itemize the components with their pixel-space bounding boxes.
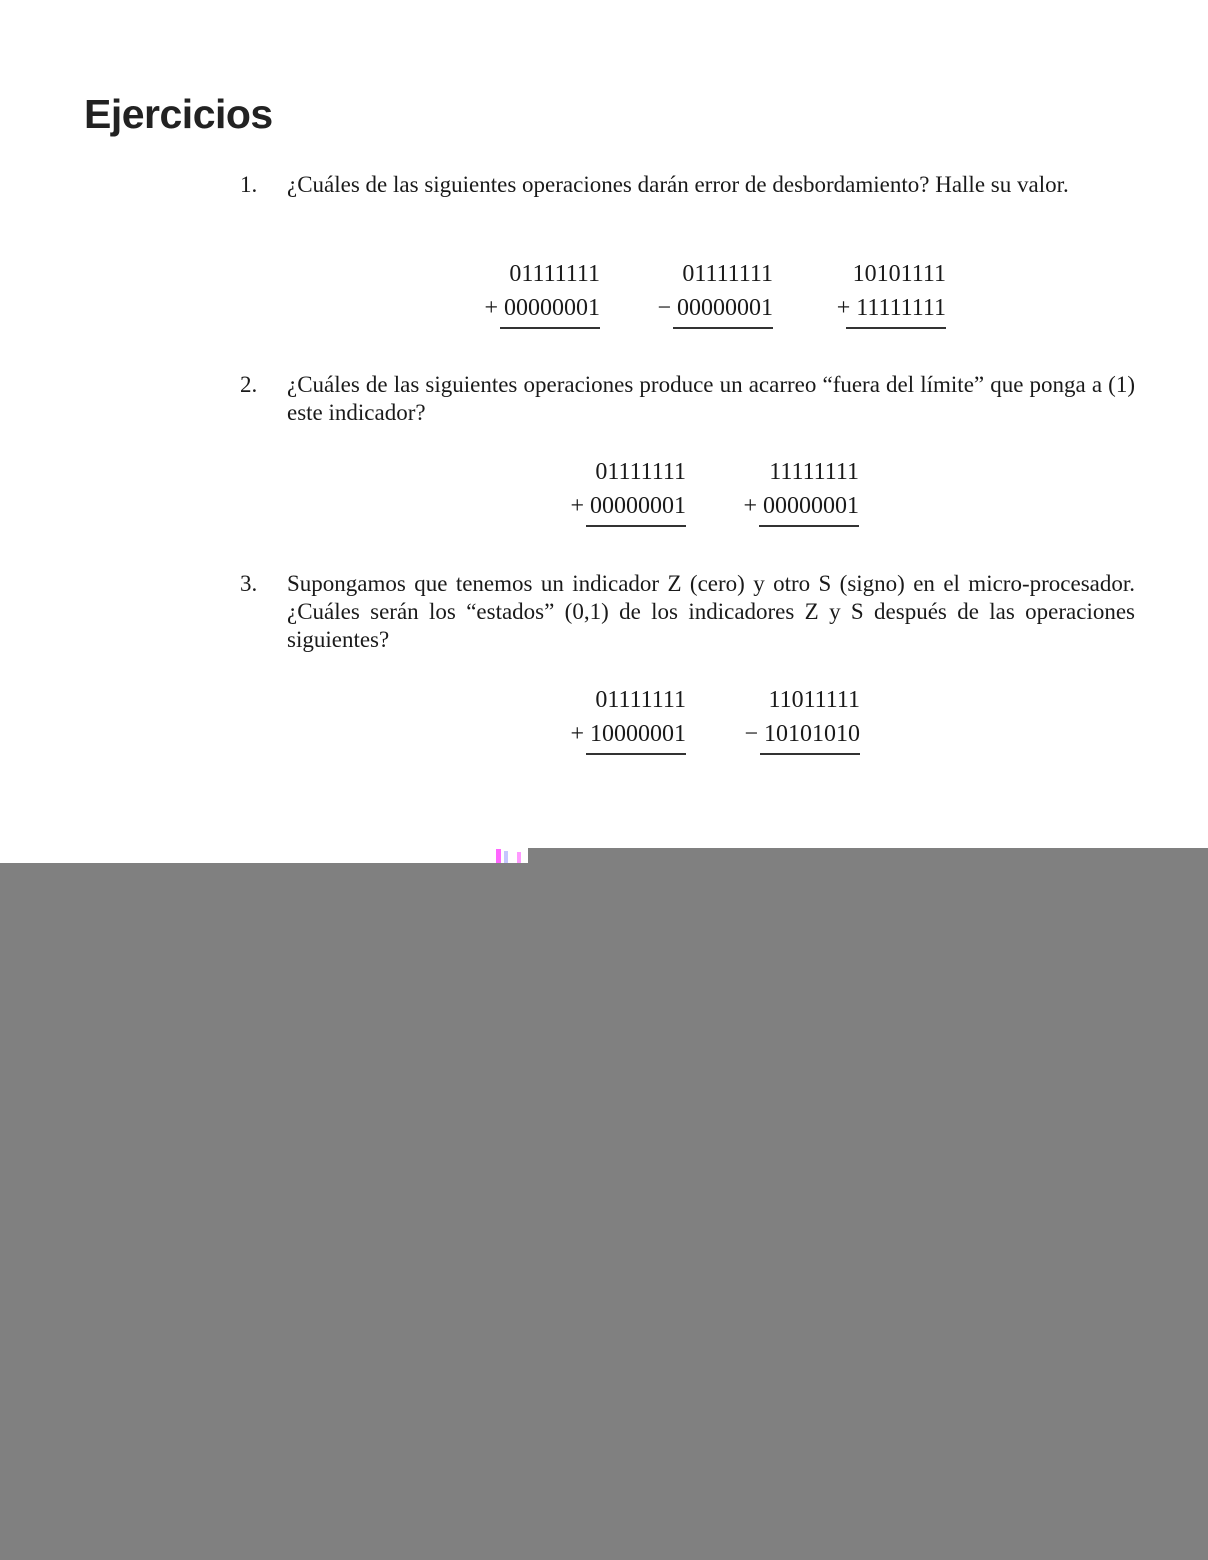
sum-rule <box>759 525 859 527</box>
operand-b: 10000001 <box>590 721 686 747</box>
operator-sign: + <box>743 493 757 519</box>
operand-b: 00000001 <box>677 295 773 321</box>
masked-region <box>0 863 1208 1560</box>
operand-a: 01111111 <box>509 261 600 287</box>
operand-b: 00000001 <box>590 493 686 519</box>
operand-b-line <box>744 719 860 749</box>
operand-b-line <box>743 491 859 521</box>
sum-rule <box>846 327 946 329</box>
operand-b-line <box>657 293 773 323</box>
sum-rule <box>586 525 686 527</box>
operand-b: 00000001 <box>763 493 859 519</box>
sum-rule <box>500 327 600 329</box>
sum-rule <box>760 753 860 755</box>
operator-sign: + <box>570 493 584 519</box>
operator-sign: + <box>836 295 851 321</box>
operator-sign: − <box>744 721 758 747</box>
operand-b: 11111111 <box>856 295 946 321</box>
operand-a: 11011111 <box>768 687 860 713</box>
exercise-3-number: 3. <box>240 571 258 596</box>
exercise-2-text: ¿Cuáles de las siguientes operaciones produce un acarreo “fuera del límite” que ponga a (1) este indicador? <box>287 372 1135 425</box>
operand-a: 01111111 <box>595 687 686 713</box>
operand-b-line <box>570 719 686 749</box>
page-title: Ejercicios <box>84 91 273 137</box>
scan-artifact <box>496 849 528 863</box>
exercise-1-text: ¿Cuáles de las siguientes operaciones darán error de desbordamiento? Halle su valor. <box>287 172 1069 197</box>
operand-b-line <box>570 491 686 521</box>
exercise-2-number: 2. <box>240 372 258 397</box>
operand-a: 10101111 <box>852 261 946 287</box>
operand-b: 00000001 <box>504 295 600 321</box>
operator-sign: + <box>484 295 498 321</box>
operator-sign: + <box>570 721 584 747</box>
operand-a: 11111111 <box>769 459 859 485</box>
sum-rule <box>673 327 773 329</box>
operand-b: 10101010 <box>764 721 860 747</box>
masked-region-edge <box>528 848 1208 863</box>
operand-b-line <box>837 293 946 323</box>
exercise-3-text: Supongamos que tenemos un indicador Z (cero) y otro S (signo) en el micro-procesador. ¿Cuáles serán los “estados” (0,1) de los indicadores Z y S después de las operaciones siguientes? <box>287 571 1135 652</box>
operand-b-line <box>484 293 600 323</box>
sum-rule <box>586 753 686 755</box>
operand-a: 01111111 <box>595 459 686 485</box>
exercise-1-number: 1. <box>240 172 258 197</box>
operand-a: 01111111 <box>682 261 773 287</box>
operator-sign: − <box>657 295 671 321</box>
